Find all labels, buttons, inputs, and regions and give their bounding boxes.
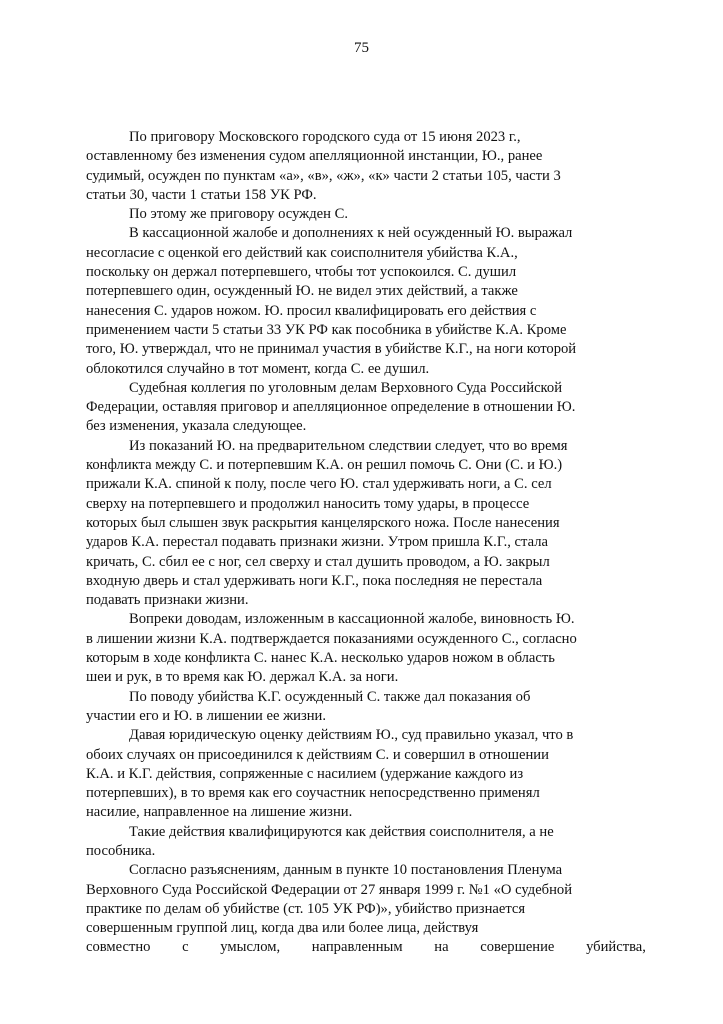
paragraph-verdict: По приговору Московского городского суда от 15 июня 2023 г., оставленному без изменения судом апелляционной инстанции, Ю., ранее судимый, осужден по пунктам «а», «в», «ж», «к» части 2 статьи 105, части 3 статьи 30, части 1 статьи 158 УК РФ. bbox=[86, 129, 561, 203]
paragraph-testimony-yu: Из показаний Ю. на предварительном следствии следует, что во время конфликта между С. и потерпевшим К.А. он решил помочь С. Они (С. и Ю.) прижали К.А. спиной к полу, после чего Ю. стал удерживать ноги, а С. сел сверху на потерпевшего и продолжил наносить тому удары, в процессе которых был слышен звук раскрытия канцелярского ножа. После нанесения ударов К.А. перестал подавать признаки жизни. Утром пришла К.Г., стала кричать, С. сбил ее с ног, сел сверху и стал душить проводом, а Ю. закрыл входную дверь и стал удерживать ноги К.Г., пока последняя не перестала подавать признаки жизни. bbox=[86, 437, 568, 609]
last-line-word: убийства, bbox=[586, 939, 646, 956]
paragraph-collegium-ruling: Судебная коллегия по уголовным делам Верховного Суда Российской Федерации, оставляя приговор и апелляционное определение в отношении Ю. без изменения, указала следующее. bbox=[86, 379, 576, 435]
last-line-word: совершение bbox=[480, 939, 555, 956]
paragraph-guilt-ka: Вопреки доводам, изложенным в кассационной жалобе, виновность Ю. в лишении жизни К.А. подтверждается показаниями осужденного С., согласно которым в ходе конфликта С. нанес К.А. несколько ударов ножом в область шеи и рук, в то время как Ю. держал К.А. за ноги. bbox=[86, 611, 577, 686]
last-line-word: совместно bbox=[86, 939, 151, 956]
last-line-word: на bbox=[434, 939, 449, 956]
last-line-word: направленным bbox=[311, 939, 403, 956]
last-line-word: с bbox=[182, 939, 189, 956]
last-line bbox=[86, 938, 646, 957]
last-line-word: умыслом, bbox=[220, 939, 281, 956]
paragraph-plenum-clarification: Согласно разъяснениям, данным в пункте 10 постановления Пленума Верховного Суда Российской Федерации от 27 января 1999 г. №1 «О судебной практике по делам об убийстве (ст. 105 УК РФ)», убийство признается совершенным группой лиц, когда два или более лица, действуя bbox=[86, 862, 573, 937]
page-number: 75 bbox=[354, 40, 369, 56]
paragraph-murder-kg: По поводу убийства К.Г. осужденный С. также дал показания об участии его и Ю. в лишении ее жизни. bbox=[86, 688, 531, 724]
paragraph-qualification: Такие действия квалифицируются как действия соисполнителя, а не пособника. bbox=[86, 823, 554, 859]
paragraph-co-defendant: По этому же приговору осужден С. bbox=[129, 206, 348, 223]
paragraph-cassation-appeal: В кассационной жалобе и дополнениях к ней осужденный Ю. выражал несогласие с оценкой его действий как соисполнителя убийства К.А., поскольку он держал потерпевшего, чтобы тот успокоился. С. душил потерпевшего один, осужденный Ю. не видел этих действий, а также нанесения С. ударов ножом. Ю. просил квалифицировать его действия с применением части 5 статьи 33 УК РФ как пособника в убийстве К.А. Кроме того, Ю. утверждал, что не принимал участия в убийстве К.Г., на ноги которой облокотился случайно в тот момент, когда С. ее душил. bbox=[86, 225, 577, 377]
document-body bbox=[86, 128, 646, 958]
paragraph-legal-assessment: Давая юридическую оценку действиям Ю., суд правильно указал, что в обоих случаях он присоединился к действиям С. и совершил в отношении К.А. и К.Г. действия, сопряженные с насилием (удержание каждого из потерпевших), в то время как его соучастник непосредственно применял насилие, направленное на лишение жизни. bbox=[86, 727, 574, 821]
